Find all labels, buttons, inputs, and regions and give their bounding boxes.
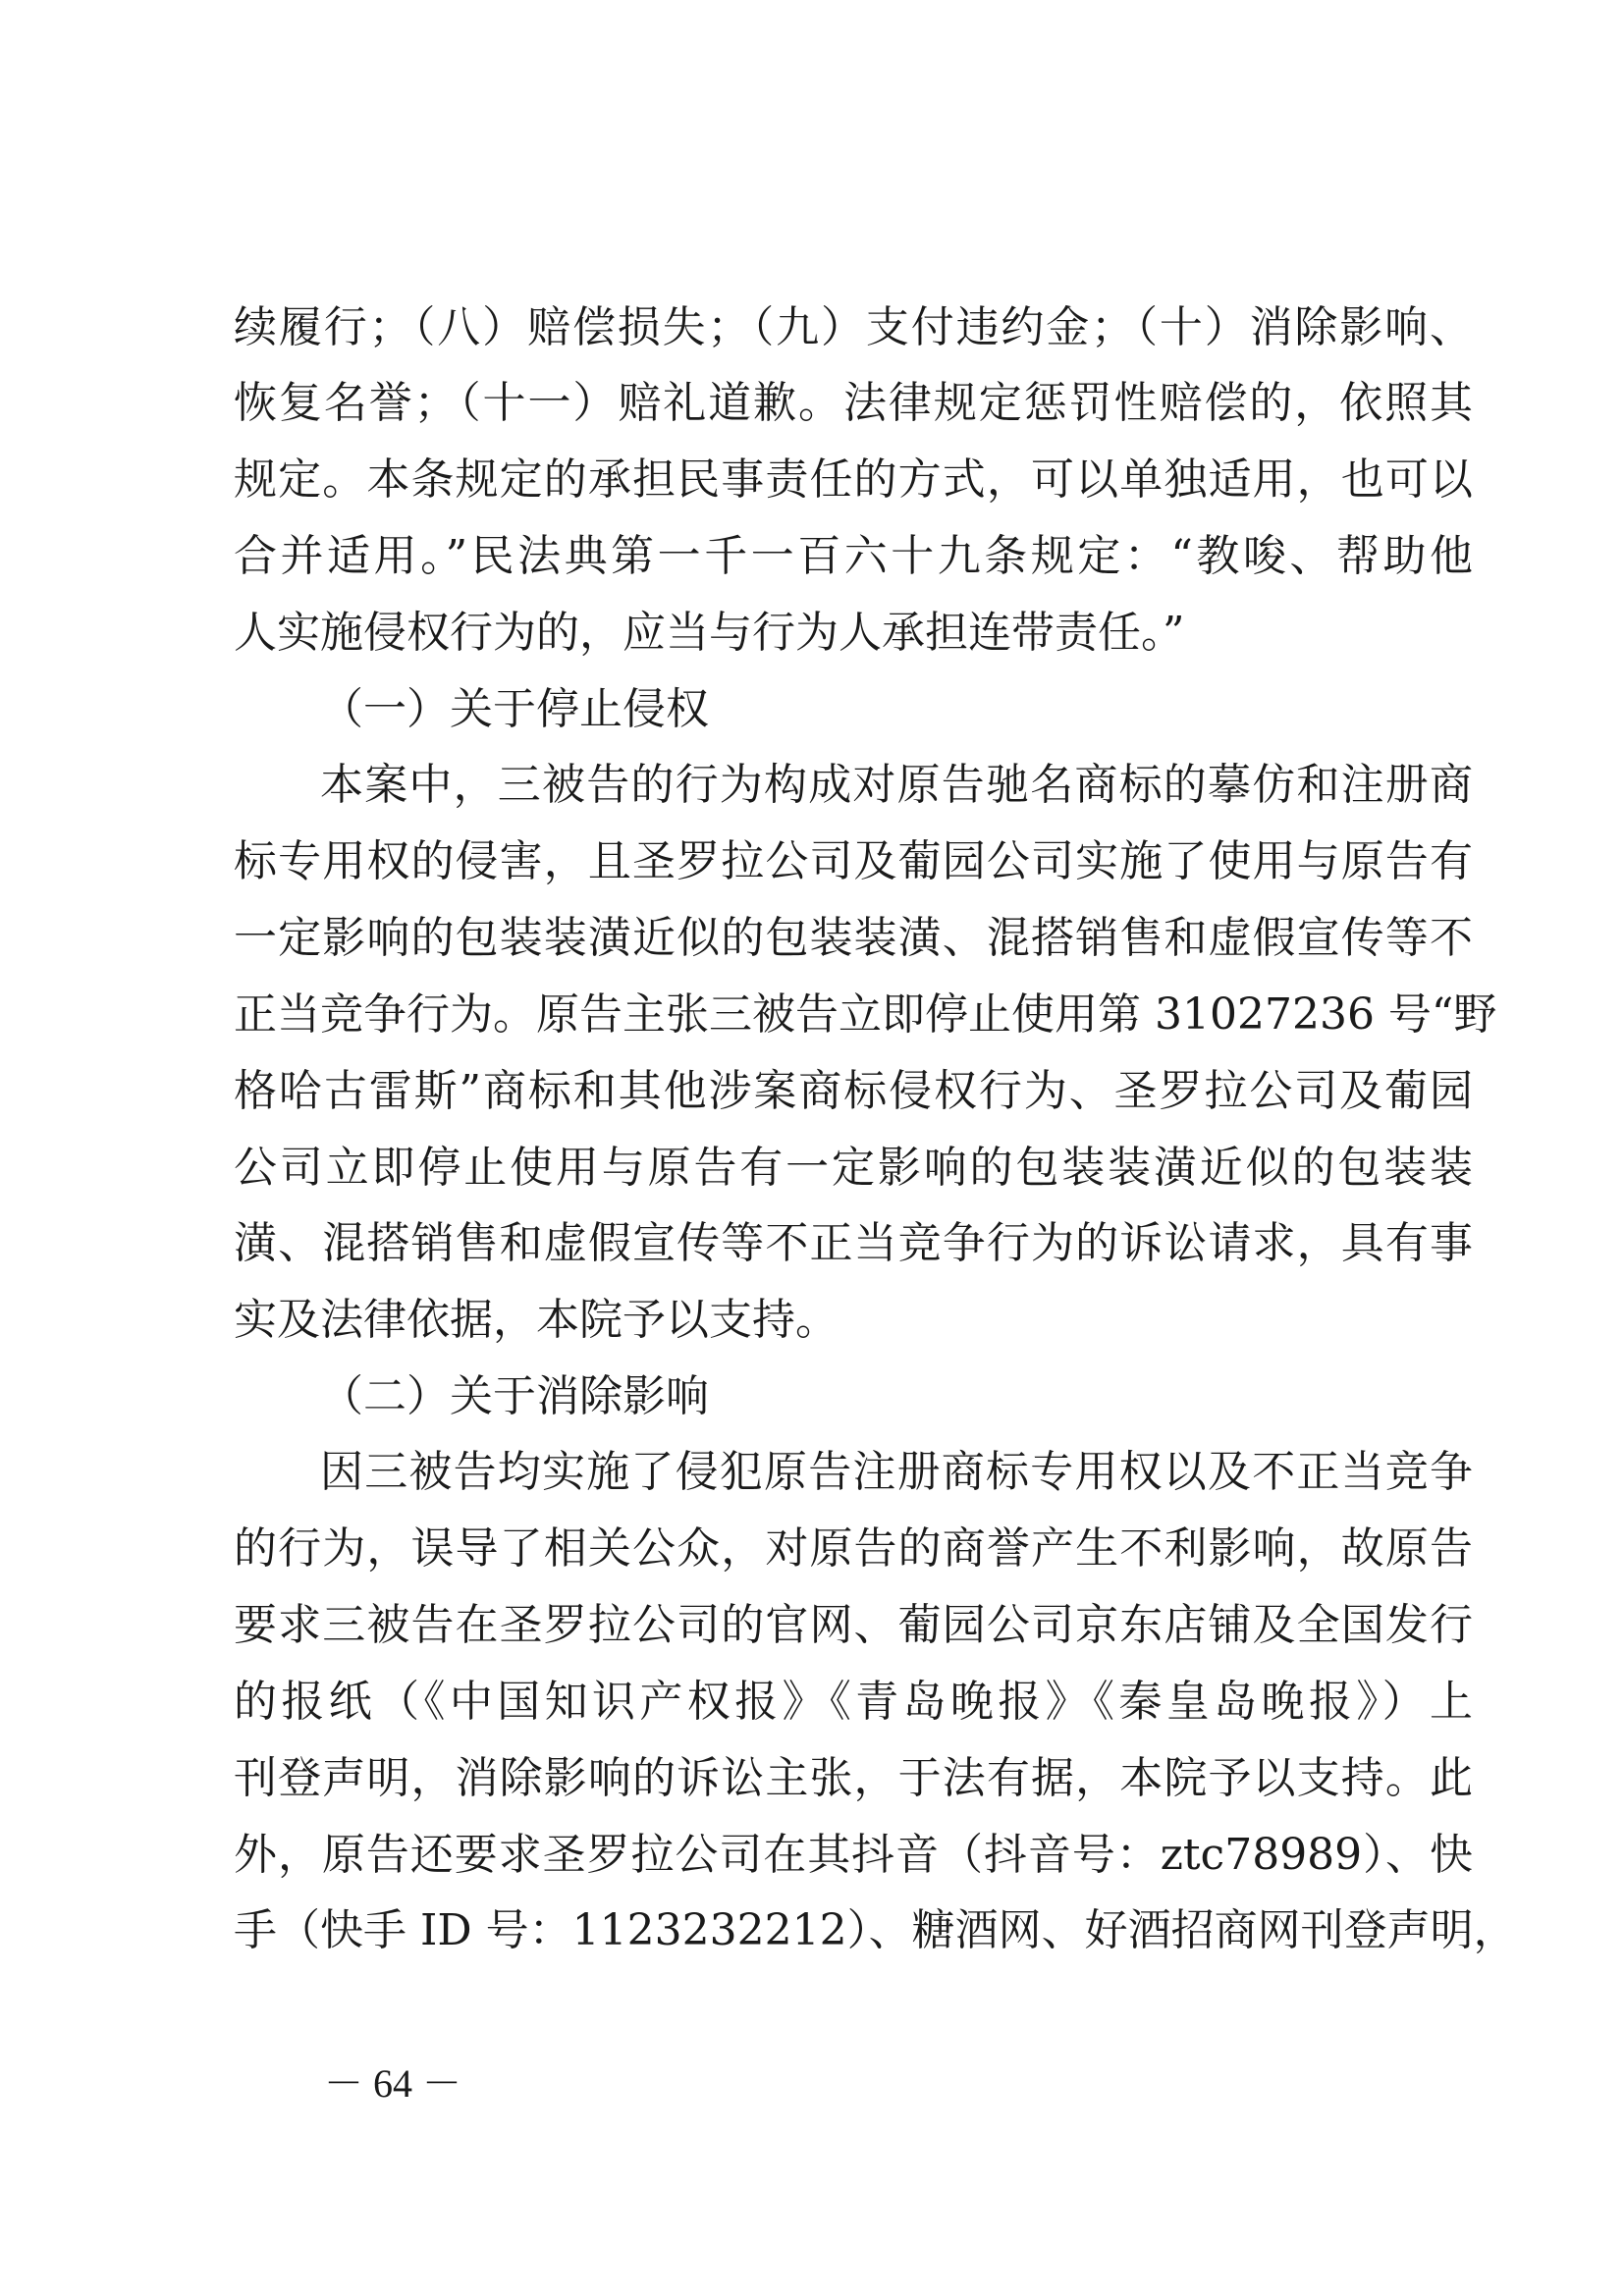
text-line: 的行为，误导了相关公众，对原告的商誉产生不利影响，故原告 — [234, 1523, 1473, 1574]
text-line: 公司立即停止使用与原告有一定影响的包装装潢近似的包装装 — [234, 1143, 1473, 1193]
page-number: － 64 － — [324, 2061, 461, 2106]
text-line: 规定。本条规定的承担民事责任的方式，可以单独适用，也可以 — [234, 454, 1473, 505]
text-line: 格哈古雷斯”商标和其他涉案商标侵权行为、圣罗拉公司及葡园 — [234, 1066, 1473, 1116]
text-line: 一定影响的包装装潢近似的包装装潢、混搭销售和虚假宣传等不 — [234, 913, 1473, 963]
text-line: 潢、混搭销售和虚假宣传等不正当竞争行为的诉讼请求，具有事 — [234, 1218, 1473, 1268]
text-line: 续履行；（八）赔偿损失；（九）支付违约金；（十）消除影响、 — [234, 302, 1473, 352]
text-line: 正当竞争行为。原告主张三被告立即停止使用第 31027236 号“野 — [234, 989, 1497, 1040]
text-line: 手（快手 ID 号：1123232212）、糖酒网、好酒招商网刊登声明， — [234, 1905, 1517, 1955]
text-line: 的报纸（《中国知识产权报》《青岛晚报》《秦皇岛晚报》）上 — [234, 1677, 1473, 1727]
text-line: 刊登声明，消除影响的诉讼主张，于法有据，本院予以支持。此 — [234, 1753, 1473, 1803]
text-line: 实及法律依据，本院予以支持。 — [234, 1295, 839, 1345]
text-line: 标专用权的侵害，且圣罗拉公司及葡园公司实施了使用与原告有 — [234, 836, 1473, 886]
text-line: 合并适用。”民法典第一千一百六十九条规定：“教唆、帮助他 — [234, 531, 1473, 581]
section-heading: （二）关于消除影响 — [320, 1371, 709, 1421]
text-line: 本案中，三被告的行为构成对原告驰名商标的摹仿和注册商 — [320, 760, 1473, 810]
text-line: 恢复名誉；（十一）赔礼道歉。法律规定惩罚性赔偿的，依照其 — [234, 378, 1473, 428]
text-line: 要求三被告在圣罗拉公司的官网、葡园公司京东店铺及全国发行 — [234, 1600, 1473, 1650]
text-line: 人实施侵权行为的，应当与行为人承担连带责任。” — [234, 608, 1185, 658]
section-heading: （一）关于停止侵权 — [320, 684, 709, 734]
text-line: 因三被告均实施了侵犯原告注册商标专用权以及不正当竞争 — [320, 1447, 1473, 1497]
text-line: 外，原告还要求圣罗拉公司在其抖音（抖音号：ztc78989）、快 — [234, 1830, 1473, 1880]
